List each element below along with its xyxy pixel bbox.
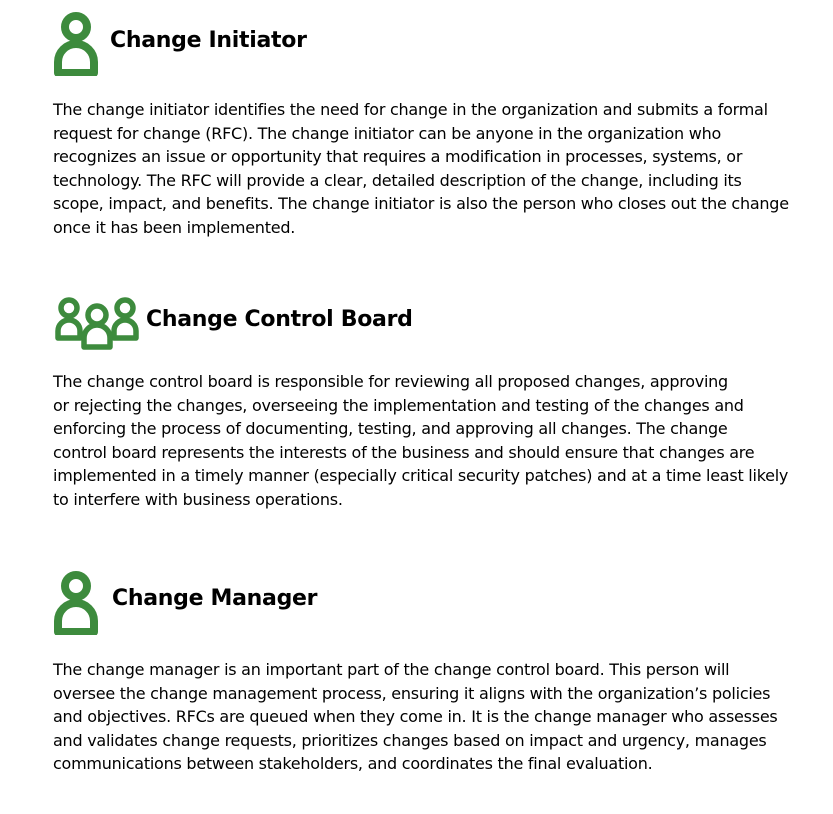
section-body <box>53 370 788 512</box>
body-line: or rejecting the changes, overseeing the implementation and testing of the changes and <box>53 395 744 415</box>
body-line: scope, impact, and benefits. The change initiator is also the person who closes out the change <box>53 194 789 214</box>
body-line: and objectives. RFCs are queued when they come in. It is the change manager who assesses <box>53 707 778 727</box>
section-title: Change Initiator <box>110 28 307 53</box>
body-line: and validates change requests, prioritizes changes based on impact and urgency, manages <box>53 730 767 750</box>
body-line: recognizes an issue or opportunity that requires a modification in processes, systems, or <box>53 147 743 167</box>
body-line: The change control board is responsible for reviewing all proposed changes, approving <box>53 372 728 391</box>
body-line: control board represents the interests of the business and should ensure that changes are <box>53 442 755 462</box>
body-line: to interfere with business operations. <box>53 489 343 509</box>
body-line: once it has been implemented. <box>53 217 296 237</box>
body-line: The change manager is an important part of the change control board. This person will <box>53 660 730 679</box>
body-line: implemented in a timely manner (especially critical security patches) and at a time least likely <box>53 466 789 486</box>
section-title: Change Manager <box>112 586 318 611</box>
person-icon <box>54 569 98 635</box>
body-line: oversee the change management process, ensuring it aligns with the organization’s policies <box>53 683 771 703</box>
section-body <box>53 658 778 776</box>
section-title: Change Control Board <box>146 307 413 332</box>
group-icon <box>55 296 139 350</box>
section-body <box>53 98 789 240</box>
body-line: The change initiator identifies the need for change in the organization and submits a formal <box>53 100 768 119</box>
person-icon <box>54 10 98 76</box>
body-line: request for change (RFC). The change initiator can be anyone in the organization who <box>53 123 721 143</box>
body-line: enforcing the process of documenting, testing, and approving all changes. The change <box>53 419 728 439</box>
body-line: technology. The RFC will provide a clear, detailed description of the change, including its <box>53 170 742 190</box>
body-line: communications between stakeholders, and coordinates the final evaluation. <box>53 754 653 774</box>
